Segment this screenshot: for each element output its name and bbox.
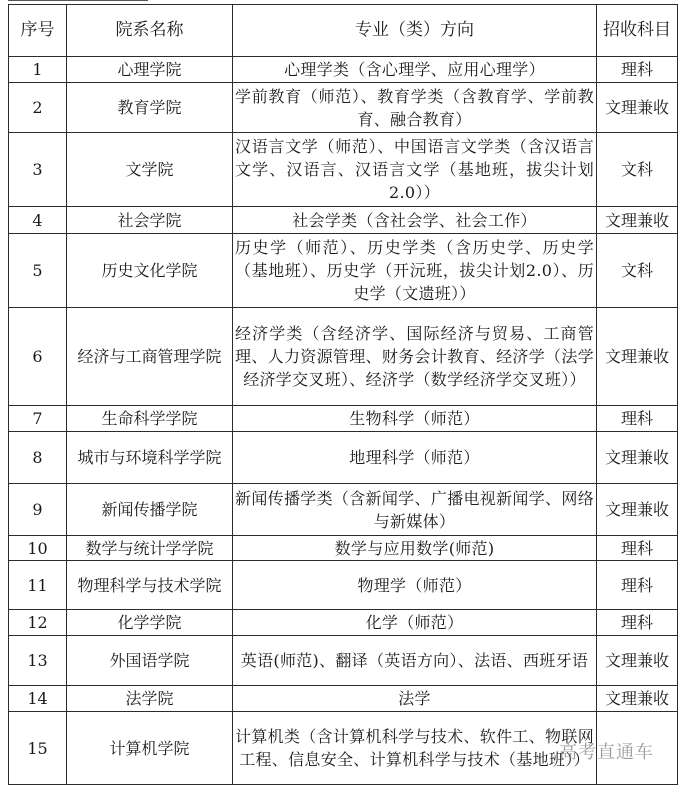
row-no: 12 [9,610,67,636]
row-college: 社会学院 [67,207,233,234]
row-direction: 生物科学（师范） [233,406,597,432]
row-direction: 物理学（师范） [233,561,597,610]
row-subject: 文理兼收 [597,484,678,536]
row-college: 化学学院 [67,610,233,636]
row-subject: 文科 [597,234,678,308]
table-row [9,406,678,432]
table-row [9,636,678,686]
row-no: 6 [9,308,67,406]
header-college: 院系名称 [67,5,233,57]
table-row [9,308,678,406]
row-subject: 文理兼收 [597,308,678,406]
row-direction: 心理学类（含心理学、应用心理学） [233,57,597,83]
row-no: 14 [9,686,67,712]
row-college: 生命科学学院 [67,406,233,432]
row-college: 心理学院 [67,57,233,83]
row-subject: 理科 [597,610,678,636]
row-college: 物理科学与技术学院 [67,561,233,610]
row-subject: 文理兼收 [597,207,678,234]
row-college: 城市与环境科学学院 [67,432,233,484]
row-no: 13 [9,636,67,686]
row-subject: 文科 [597,133,678,207]
row-college: 新闻传播学院 [67,484,233,536]
row-college: 经济与工商管理学院 [67,308,233,406]
header-subject: 招收科目 [597,5,678,57]
table-row [9,133,678,207]
row-college: 数学与统计学学院 [67,536,233,561]
header-no: 序号 [9,5,67,57]
row-direction: 新闻传播学类（含新闻学、广播电视新闻学、网络与新媒体） [233,484,597,536]
row-direction: 历史学（师范）、历史学类（含历史学、历史学（基地班）、历史学（开沅班，拔尖计划2.0）、历史学（文遗班）） [233,234,597,308]
row-college: 历史文化学院 [67,234,233,308]
row-direction: 学前教育（师范）、教育学类（含教育学、学前教育、融合教育） [233,83,597,133]
row-college: 教育学院 [67,83,233,133]
row-no: 4 [9,207,67,234]
watermark: 高考直通车 [559,742,654,763]
row-subject: 理科 [597,57,678,83]
row-subject: 理科 [597,536,678,561]
row-college: 法学院 [67,686,233,712]
table-row [9,536,678,561]
row-subject: 理科 [597,406,678,432]
admission-table [8,4,678,785]
row-college: 文学院 [67,133,233,207]
table-row [9,686,678,712]
row-no: 2 [9,83,67,133]
row-subject: 文理兼收 [597,636,678,686]
row-no: 11 [9,561,67,610]
table-row [9,57,678,83]
table-row [9,610,678,636]
row-college: 外国语学院 [67,636,233,686]
row-direction: 英语(师范)、翻译（英语方向）、法语、西班牙语 [233,636,597,686]
row-direction: 社会学类（含社会学、社会工作） [233,207,597,234]
row-subject: 文理兼收 [597,686,678,712]
table-row [9,234,678,308]
row-no: 5 [9,234,67,308]
row-no: 15 [9,712,67,785]
row-direction: 数学与应用数学(师范) [233,536,597,561]
row-direction: 化学（师范） [233,610,597,636]
row-no: 3 [9,133,67,207]
table-row [9,432,678,484]
row-no: 10 [9,536,67,561]
row-no: 8 [9,432,67,484]
row-no: 9 [9,484,67,536]
row-subject: 理科 [597,561,678,610]
row-subject: 文理兼收 [597,432,678,484]
table-row [9,561,678,610]
row-direction: 汉语言文学（师范）、中国语言文学类（含汉语言文学、汉语言、汉语言文学（基地班，拔尖计划2.0）） [233,133,597,207]
header-direction: 专业（类）方向 [233,5,597,57]
row-no: 1 [9,57,67,83]
header-row [9,5,678,57]
row-direction: 计算机类（含计算机科学与技术、软件工、物联网工程、信息安全、计算机科学与技术（基地班）） [233,712,597,785]
row-subject: 文理兼收 [597,83,678,133]
row-college: 计算机学院 [67,712,233,785]
table-row [9,484,678,536]
row-direction: 经济学类（含经济学、国际经济与贸易、工商管理、人力资源管理、财务会计教育、经济学（法学经济学交叉班）、经济学（数学经济学交叉班）） [233,308,597,406]
table-row [9,207,678,234]
row-direction: 地理科学（师范） [233,432,597,484]
row-no: 7 [9,406,67,432]
row-direction: 法学 [233,686,597,712]
table-row [9,83,678,133]
